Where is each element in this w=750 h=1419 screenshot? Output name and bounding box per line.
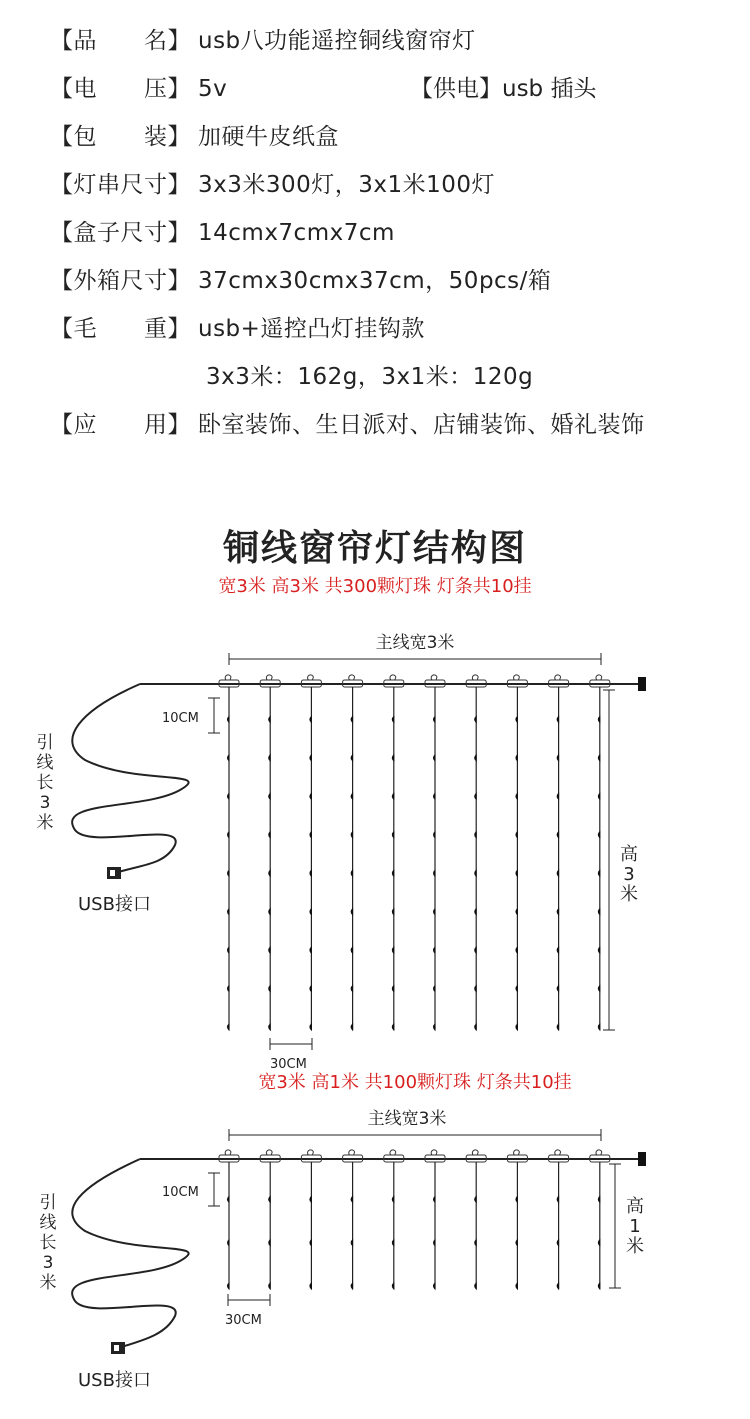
led-bead bbox=[598, 716, 600, 722]
led-bead bbox=[310, 1240, 312, 1246]
usb-plug-icon bbox=[107, 867, 121, 879]
led-bead bbox=[310, 947, 312, 953]
spec-label: 【盒子尺寸】 bbox=[50, 220, 191, 246]
end-cap bbox=[638, 1152, 646, 1166]
hook-loop bbox=[390, 1150, 396, 1155]
height-label bbox=[626, 1196, 644, 1257]
led-bead bbox=[392, 947, 394, 953]
hook-loop bbox=[349, 675, 355, 680]
led-bead bbox=[434, 870, 436, 876]
led-bead bbox=[475, 947, 477, 953]
spec-value: usb+遥控凸灯挂钩款 bbox=[198, 316, 425, 342]
led-bead bbox=[228, 1196, 230, 1202]
led-bead bbox=[392, 870, 394, 876]
svg-text:线: 线 bbox=[36, 753, 54, 773]
led-bead bbox=[310, 909, 312, 915]
led-bead bbox=[310, 832, 312, 838]
led-bead bbox=[598, 986, 600, 992]
led-bead bbox=[392, 755, 394, 761]
vertical-spacing-dimension bbox=[208, 1173, 220, 1206]
spec-value: usb八功能遥控铜线窗帘灯 bbox=[198, 28, 476, 54]
horizontal-spacing-dimension bbox=[228, 1294, 270, 1306]
led-bead bbox=[434, 1240, 436, 1246]
led-bead bbox=[475, 716, 477, 722]
led-bead bbox=[392, 909, 394, 915]
spec-row-string-size bbox=[50, 166, 495, 199]
led-bead bbox=[351, 832, 353, 838]
led-bead bbox=[557, 909, 559, 915]
led-bead bbox=[228, 832, 230, 838]
led-bead bbox=[516, 947, 518, 953]
hook-loop bbox=[472, 675, 478, 680]
led-bead bbox=[310, 793, 312, 799]
led-bead bbox=[392, 793, 394, 799]
led-bead bbox=[598, 1240, 600, 1246]
led-bead bbox=[557, 716, 559, 722]
led-bead bbox=[516, 1283, 518, 1289]
svg-text:米: 米 bbox=[626, 1236, 644, 1257]
led-bead bbox=[392, 1283, 394, 1289]
led-bead bbox=[557, 1283, 559, 1289]
hook-loop bbox=[472, 1150, 478, 1155]
svg-text:长: 长 bbox=[36, 773, 54, 793]
spec-value: 14cmx7cmx7cm bbox=[198, 220, 395, 246]
led-bead bbox=[269, 1196, 271, 1202]
spec-value: usb 插头 bbox=[502, 76, 597, 102]
hook-loop bbox=[596, 1150, 602, 1155]
led-bead bbox=[475, 870, 477, 876]
svg-text:引: 引 bbox=[36, 733, 54, 753]
led-bead bbox=[475, 755, 477, 761]
led-bead bbox=[269, 1024, 271, 1030]
hook-row bbox=[219, 675, 610, 687]
led-bead bbox=[310, 870, 312, 876]
led-bead bbox=[598, 947, 600, 953]
led-bead bbox=[475, 1240, 477, 1246]
led-bead bbox=[475, 793, 477, 799]
led-bead bbox=[434, 909, 436, 915]
lead-length-label bbox=[37, 733, 54, 833]
spec-row-package bbox=[50, 118, 339, 151]
led-bead bbox=[516, 870, 518, 876]
hook-loop bbox=[349, 1150, 355, 1155]
led-bead bbox=[598, 755, 600, 761]
led-bead bbox=[557, 947, 559, 953]
main-width-label: 主线宽3米 bbox=[375, 633, 455, 653]
spec-value: 37cmx30cmx37cm，50pcs/箱 bbox=[198, 268, 552, 294]
led-bead bbox=[392, 832, 394, 838]
led-bead bbox=[598, 870, 600, 876]
led-bead bbox=[598, 832, 600, 838]
spec-value: 3x3米300灯，3x1米100灯 bbox=[198, 172, 496, 198]
led-bead bbox=[516, 832, 518, 838]
led-bead bbox=[392, 716, 394, 722]
svg-text:高: 高 bbox=[620, 844, 638, 865]
led-bead bbox=[557, 870, 559, 876]
light-strands bbox=[228, 687, 600, 1030]
vertical-spacing-dimension bbox=[208, 698, 220, 733]
led-bead bbox=[310, 1196, 312, 1202]
led-bead bbox=[351, 755, 353, 761]
spec-value: 5v bbox=[198, 76, 228, 102]
svg-text:线: 线 bbox=[39, 1213, 57, 1233]
hook-loop bbox=[431, 675, 437, 680]
led-bead bbox=[475, 986, 477, 992]
led-bead bbox=[475, 1283, 477, 1289]
svg-text:3: 3 bbox=[39, 793, 51, 813]
led-bead bbox=[434, 1024, 436, 1030]
led-bead bbox=[351, 716, 353, 722]
led-bead bbox=[269, 870, 271, 876]
led-bead bbox=[228, 870, 230, 876]
spec-label: 【外箱尺寸】 bbox=[50, 268, 191, 294]
spec-label: 【灯串尺寸】 bbox=[50, 172, 191, 198]
led-bead bbox=[598, 909, 600, 915]
horizontal-spacing-label: 30CM bbox=[270, 1057, 307, 1070]
svg-text:引: 引 bbox=[39, 1193, 57, 1213]
spec-label: 【毛 重】 bbox=[50, 316, 191, 342]
led-bead bbox=[392, 1024, 394, 1030]
led-bead bbox=[475, 1196, 477, 1202]
spec-label: 【品 名】 bbox=[50, 28, 191, 54]
led-bead bbox=[269, 793, 271, 799]
led-bead bbox=[310, 986, 312, 992]
spec-label: 【应 用】 bbox=[50, 412, 191, 438]
led-bead bbox=[557, 986, 559, 992]
main-width-dimension bbox=[229, 1129, 601, 1141]
led-bead bbox=[598, 793, 600, 799]
led-bead bbox=[351, 947, 353, 953]
led-bead bbox=[434, 716, 436, 722]
led-bead bbox=[228, 947, 230, 953]
led-bead bbox=[351, 986, 353, 992]
led-bead bbox=[228, 793, 230, 799]
led-bead bbox=[475, 832, 477, 838]
led-bead bbox=[351, 1283, 353, 1289]
spec-row-name bbox=[50, 22, 476, 55]
hook-loop bbox=[555, 1150, 561, 1155]
led-bead bbox=[434, 755, 436, 761]
led-bead bbox=[269, 755, 271, 761]
diagram2-subtitle: 宽3米 高1米 共100颗灯珠 灯条共10挂 bbox=[258, 1072, 572, 1093]
led-bead bbox=[310, 755, 312, 761]
led-bead bbox=[310, 1283, 312, 1289]
svg-text:米: 米 bbox=[36, 813, 54, 833]
hook-loop bbox=[308, 1150, 314, 1155]
spec-row-voltage bbox=[50, 70, 227, 103]
usb-label: USB接口 bbox=[78, 894, 151, 915]
led-bead bbox=[557, 755, 559, 761]
led-bead bbox=[351, 793, 353, 799]
height-label bbox=[620, 844, 638, 905]
led-bead bbox=[516, 716, 518, 722]
led-bead bbox=[228, 986, 230, 992]
usb-plug-icon bbox=[111, 1342, 125, 1354]
led-bead bbox=[598, 1024, 600, 1030]
led-bead bbox=[516, 986, 518, 992]
led-bead bbox=[269, 1240, 271, 1246]
diagram1-subtitle: 宽3米 高3米 共300颗灯珠 灯条共10挂 bbox=[218, 576, 532, 597]
main-width-dimension bbox=[229, 653, 601, 665]
led-bead bbox=[310, 716, 312, 722]
main-width-label: 主线宽3米 bbox=[367, 1109, 447, 1129]
led-bead bbox=[557, 793, 559, 799]
led-bead bbox=[434, 947, 436, 953]
led-bead bbox=[392, 986, 394, 992]
hook-loop bbox=[308, 675, 314, 680]
light-strands bbox=[228, 1162, 600, 1289]
led-bead bbox=[598, 1196, 600, 1202]
led-bead bbox=[392, 1240, 394, 1246]
horizontal-spacing-label: 30CM bbox=[225, 1313, 262, 1328]
end-cap bbox=[638, 677, 646, 691]
led-bead bbox=[310, 1024, 312, 1030]
diagram-title: 铜线窗帘灯结构图 bbox=[222, 528, 527, 569]
spec-label: 【包 装】 bbox=[50, 124, 191, 150]
led-bead bbox=[516, 1196, 518, 1202]
led-bead bbox=[269, 986, 271, 992]
led-bead bbox=[351, 870, 353, 876]
led-bead bbox=[475, 909, 477, 915]
led-bead bbox=[269, 832, 271, 838]
led-bead bbox=[228, 1240, 230, 1246]
led-bead bbox=[516, 793, 518, 799]
spec-row-power bbox=[410, 70, 596, 103]
svg-text:1: 1 bbox=[629, 1216, 641, 1237]
spec-row-weight-detail bbox=[58, 358, 533, 391]
led-bead bbox=[516, 1024, 518, 1030]
spec-row-weight bbox=[50, 310, 425, 343]
spec-row-box-size bbox=[50, 214, 395, 247]
hook-loop bbox=[225, 1150, 231, 1155]
led-bead bbox=[351, 1024, 353, 1030]
hook-loop bbox=[266, 675, 272, 680]
led-bead bbox=[228, 1283, 230, 1289]
usb-label: USB接口 bbox=[78, 1370, 151, 1391]
led-bead bbox=[434, 793, 436, 799]
led-bead bbox=[557, 1240, 559, 1246]
led-bead bbox=[557, 1196, 559, 1202]
spec-value: 卧室装饰、生日派对、店铺装饰、婚礼装饰 bbox=[198, 412, 645, 438]
spec-row-application bbox=[50, 406, 645, 439]
svg-text:3: 3 bbox=[42, 1253, 54, 1273]
led-bead bbox=[516, 1240, 518, 1246]
hook-loop bbox=[555, 675, 561, 680]
led-bead bbox=[434, 1196, 436, 1202]
led-bead bbox=[516, 909, 518, 915]
spec-value: 3x3米：162g，3x1米：120g bbox=[206, 364, 534, 390]
curtain-diagram-3x3 bbox=[0, 620, 750, 1070]
hook-loop bbox=[431, 1150, 437, 1155]
vertical-spacing-label: 10CM bbox=[162, 711, 199, 726]
led-bead bbox=[351, 1240, 353, 1246]
led-bead bbox=[475, 1024, 477, 1030]
spec-value: 加硬牛皮纸盒 bbox=[198, 124, 339, 150]
led-bead bbox=[557, 1024, 559, 1030]
horizontal-spacing-dimension bbox=[270, 1038, 312, 1050]
vertical-spacing-label: 10CM bbox=[162, 1185, 199, 1200]
led-bead bbox=[557, 832, 559, 838]
hook-loop bbox=[514, 675, 520, 680]
led-bead bbox=[392, 1196, 394, 1202]
spec-label: 【电 压】 bbox=[50, 76, 191, 102]
led-bead bbox=[228, 716, 230, 722]
svg-text:高: 高 bbox=[626, 1196, 644, 1217]
led-bead bbox=[351, 909, 353, 915]
hook-loop bbox=[514, 1150, 520, 1155]
led-bead bbox=[351, 1196, 353, 1202]
led-bead bbox=[228, 909, 230, 915]
led-bead bbox=[269, 716, 271, 722]
led-bead bbox=[269, 909, 271, 915]
hook-loop bbox=[390, 675, 396, 680]
svg-text:米: 米 bbox=[39, 1273, 57, 1293]
svg-text:3: 3 bbox=[623, 864, 635, 885]
hook-row bbox=[219, 1150, 610, 1162]
svg-text:长: 长 bbox=[39, 1233, 57, 1253]
led-bead bbox=[516, 755, 518, 761]
hook-loop bbox=[596, 675, 602, 680]
spec-label: 【供电】 bbox=[410, 76, 502, 102]
svg-text:米: 米 bbox=[620, 884, 638, 905]
hook-loop bbox=[225, 675, 231, 680]
spec-row-carton-size bbox=[50, 262, 551, 295]
led-bead bbox=[434, 1283, 436, 1289]
lead-length-label bbox=[40, 1193, 57, 1293]
led-bead bbox=[269, 1283, 271, 1289]
hook-loop bbox=[266, 1150, 272, 1155]
led-bead bbox=[434, 986, 436, 992]
led-bead bbox=[269, 947, 271, 953]
led-bead bbox=[434, 832, 436, 838]
led-bead bbox=[598, 1283, 600, 1289]
led-bead bbox=[228, 1024, 230, 1030]
height-dimension bbox=[609, 1164, 621, 1288]
curtain-diagram-3x1 bbox=[0, 1096, 750, 1416]
height-dimension bbox=[603, 690, 615, 1030]
led-bead bbox=[228, 755, 230, 761]
